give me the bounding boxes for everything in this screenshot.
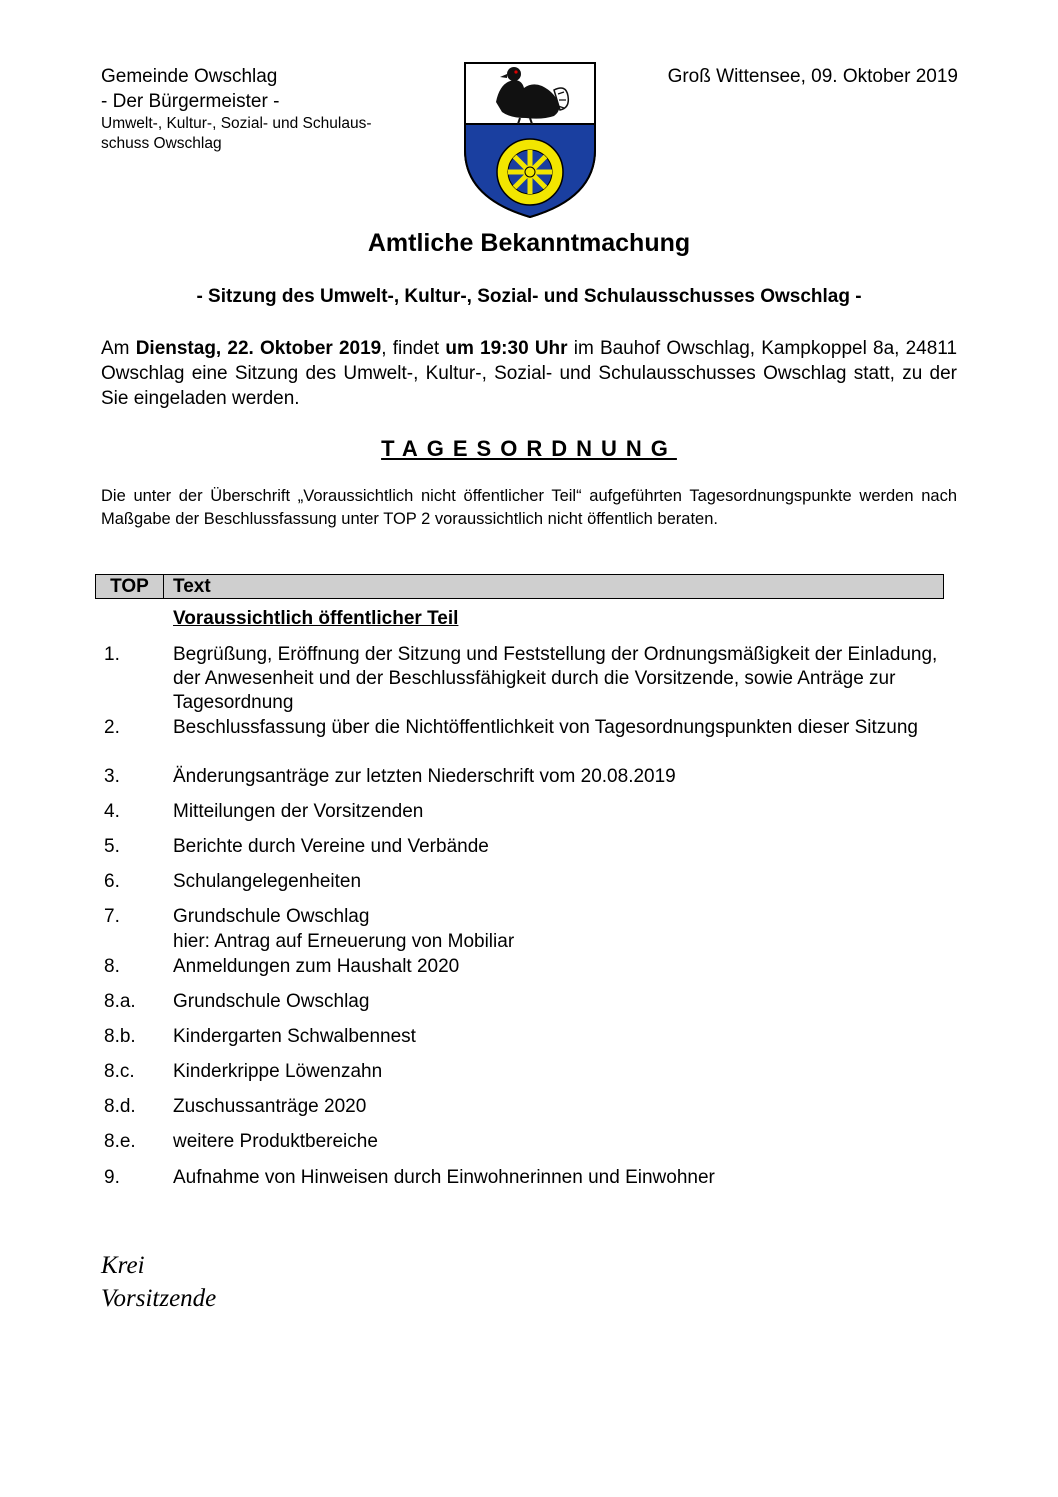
agenda-heading: TAGESORDNUNG [381,436,677,461]
item-text: Kindergarten Schwalbennest [173,1026,416,1047]
item-text: Mitteilungen der Vorsitzenden [173,801,424,822]
item-number: 9. [104,1167,120,1188]
item-text: Begrüßung, Eröffnung der Sitzung und Feststellung der Ordnungsmäßigkeit der Einladung, der Anwesenheit und der Beschlussfähigkeit durch die Vorsitzende, sowie Anträge zur Tagesordnung [173,644,938,713]
committee-line-1: Umwelt-, Kultur-, Sozial- und Schulaus- [101,115,372,132]
intro-text-3: im Bauhof Owschlag, Kampkoppel 8a, 24811 Owschlag eine Sitzung des Umwelt-, Kultur-, Sozial- und Schulausschusses Owschlag statt, zu der Sie eingeladen werden. [101,338,958,409]
mill-wheel-icon [497,139,563,205]
item-number: 3. [104,766,120,787]
item-number: 8.e. [104,1131,136,1152]
document-title: Amtliche Bekanntmachung [367,229,691,257]
item-text: Kinderkrippe Löwenzahn [173,1061,383,1082]
signature-role: Vorsitzende [101,1285,217,1312]
item-text: Beschlussfassung über die Nichtöffentlichkeit von Tagesordnungspunkten dieser Sitzung [173,717,918,738]
intro-text-2: , findet [381,338,446,359]
item-text: Anmeldungen zum Haushalt 2020 [173,956,460,977]
item-number: 8.d. [104,1096,136,1117]
agenda-note: Die unter der Überschrift „Voraussichtlich nicht öffentlicher Teil“ aufgeführten Tagesordnungspunkte werden nach Maßgabe der Beschlussfassung unter TOP 2 voraussichtlich nicht öffentlich beraten. [101,487,957,528]
agenda-table-header [95,574,944,599]
item-number: 8.b. [104,1026,136,1047]
item-text: Grundschule Owschlag [173,906,370,927]
item-number: 7. [104,906,120,927]
coat-of-arms-icon [462,60,598,220]
item-text: Grundschule Owschlag [173,991,370,1012]
item-number: 5. [104,836,120,857]
item-number: 8.a. [104,991,136,1012]
place-date: Groß Wittensee, 09. Oktober 2019 [667,66,958,87]
intro-text-1: Am [101,338,136,359]
item-number: 8. [104,956,120,977]
item-number: 1. [104,644,120,665]
item-text: Änderungsanträge zur letzten Niederschrift vom 20.08.2019 [173,766,676,787]
public-part-heading: Voraussichtlich öffentlicher Teil [173,608,459,629]
item-number: 4. [104,801,120,822]
intro-paragraph [101,336,957,411]
sender-block [101,64,372,154]
item-text: weitere Produktbereiche [173,1131,378,1152]
item-number: 8.c. [104,1061,135,1082]
item-number: 2. [104,717,120,738]
meeting-time: um 19:30 Uhr [445,338,568,359]
committee-line-2: schuss Owschlag [101,135,222,152]
item-text: Zuschussanträge 2020 [173,1096,367,1117]
item-text-sub: hier: Antrag auf Erneuerung von Mobiliar [173,931,515,952]
municipality-name: Gemeinde Owschlag [101,66,278,87]
item-number: 6. [104,871,120,892]
column-text: Text [173,576,211,597]
item-text: Aufnahme von Hinweisen durch Einwohnerinnen und Einwohner [173,1167,715,1188]
signature-name: Krei [101,1252,145,1279]
meeting-date: Dienstag, 22. Oktober 2019 [135,338,382,359]
column-top: TOP [96,575,164,598]
item-text: Schulangelegenheiten [173,871,362,892]
mayor-line: - Der Bürgermeister - [101,91,280,112]
document-subtitle: - Sitzung des Umwelt-, Kultur-, Sozial- und Schulausschusses Owschlag - [196,286,862,307]
item-text: Berichte durch Vereine und Verbände [173,836,489,857]
